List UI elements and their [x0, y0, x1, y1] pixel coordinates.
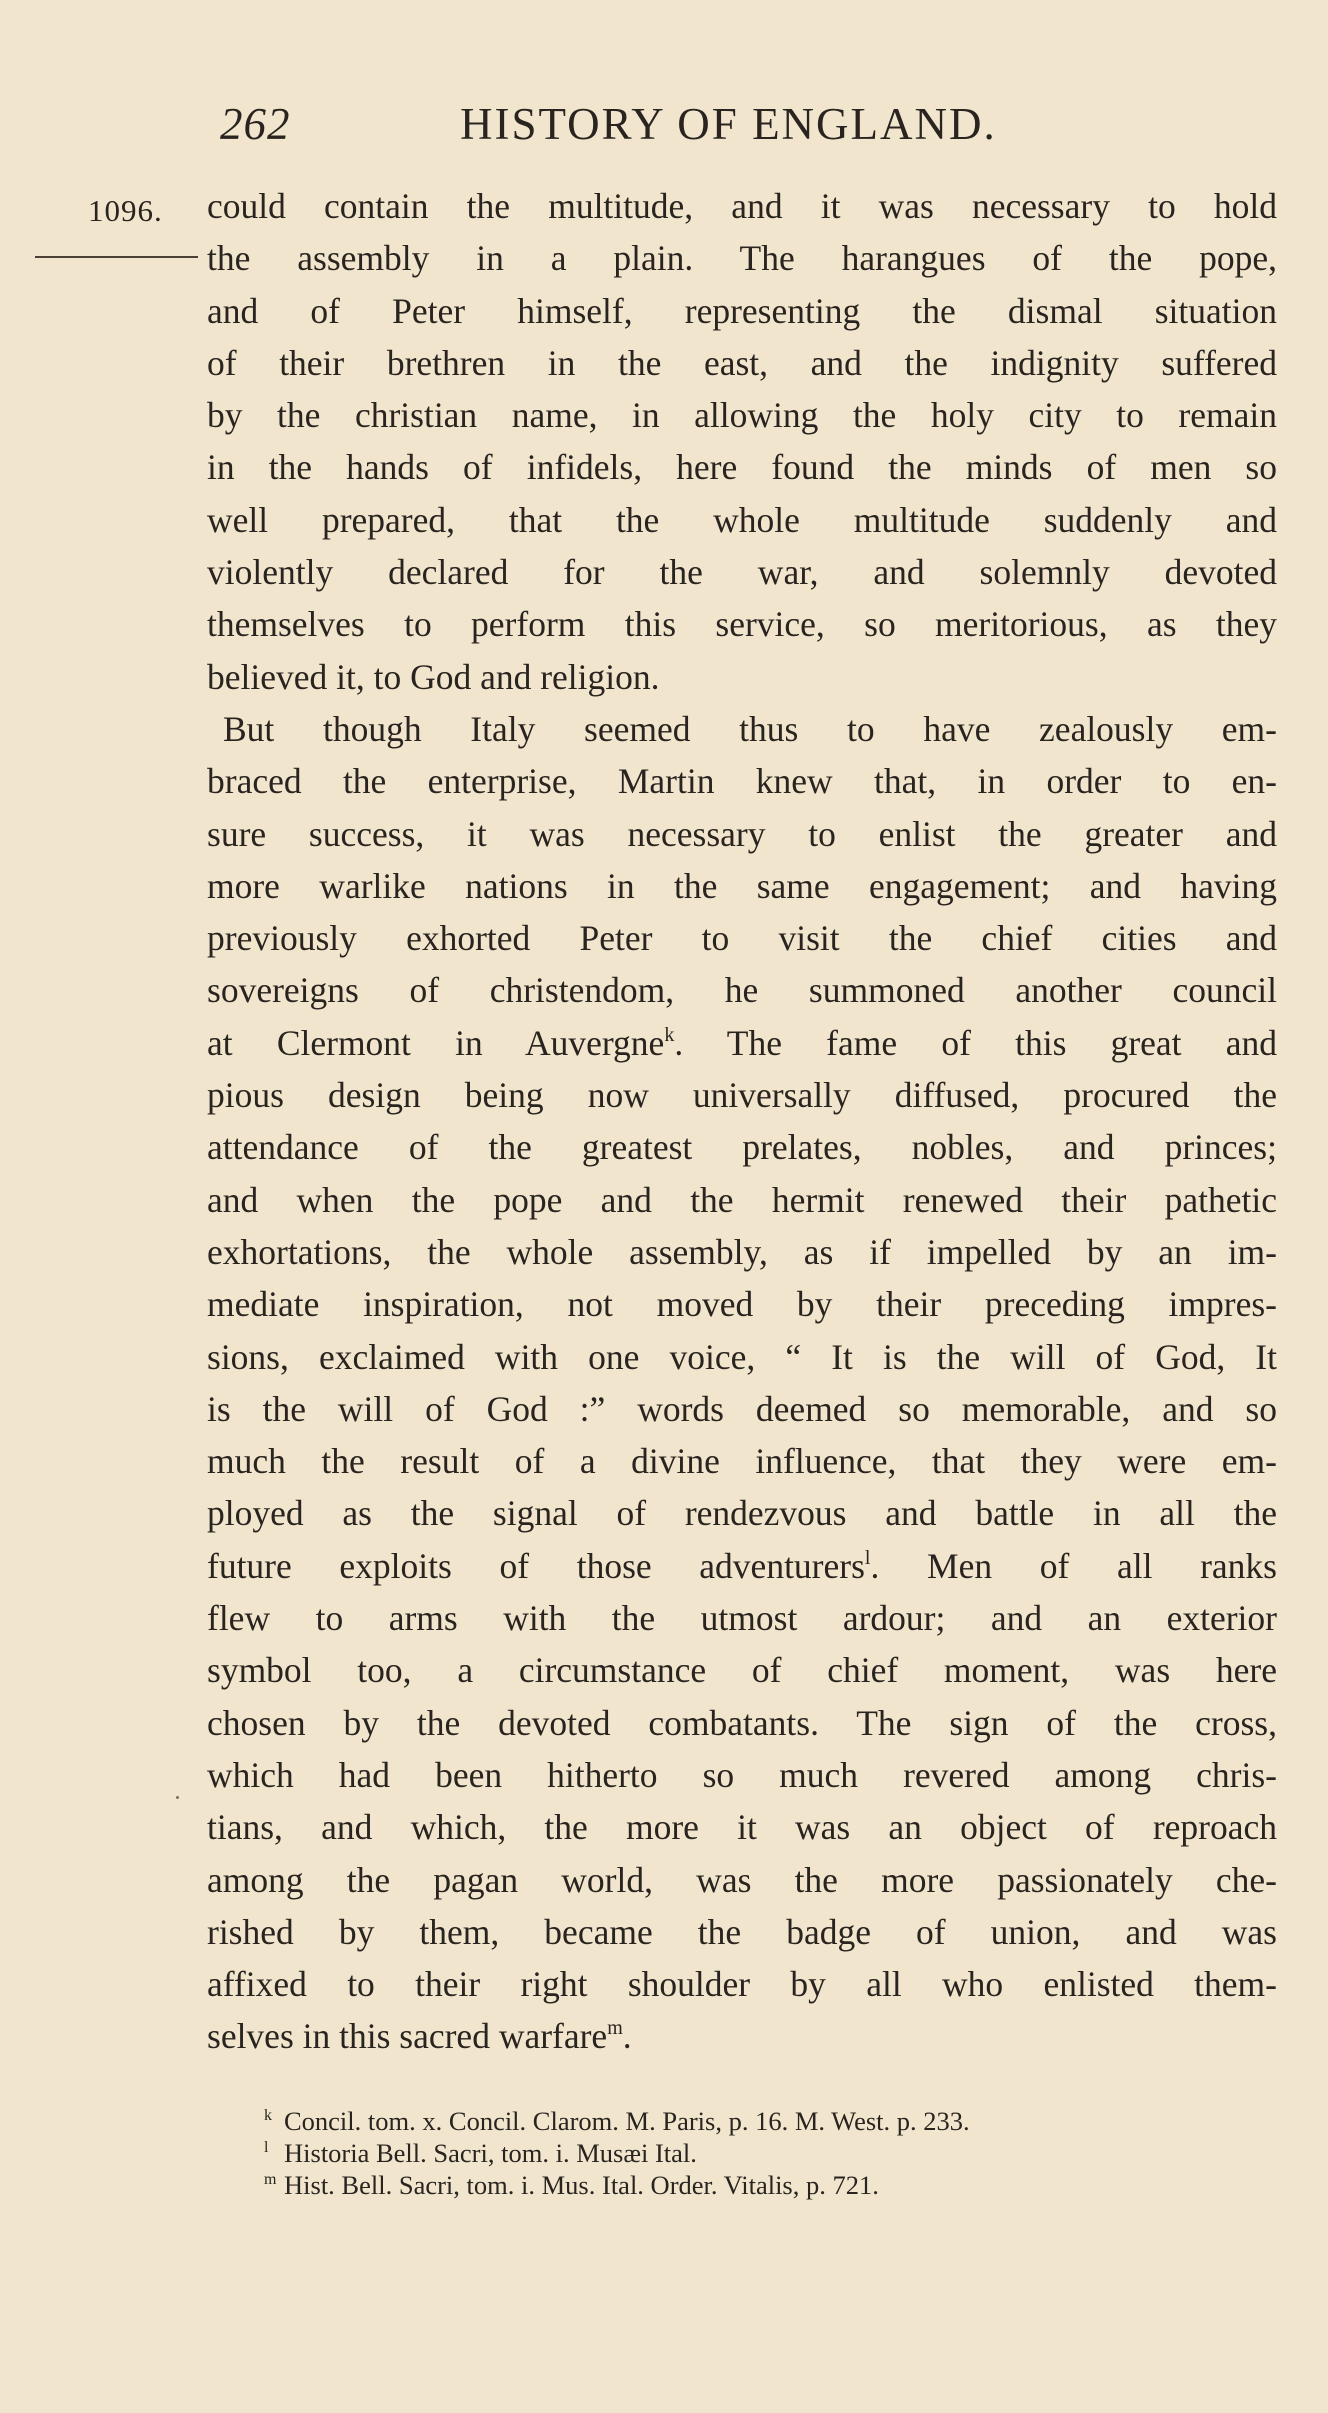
text-line: which had been hitherto so much revered among chris-: [207, 1754, 1277, 1795]
text-line: is the will of God :” words deemed so memorable, and so: [207, 1388, 1277, 1429]
text-line: violently declared for the war, and solemnly devoted: [207, 552, 1277, 593]
text-line: the assembly in a plain. The harangues of the pope,: [207, 238, 1277, 279]
text-line: [207, 1540, 1277, 1592]
footnote-m: [264, 2169, 1274, 2201]
footnote-text: Hist. Bell. Sacri, tom. i. Mus. Ital. Order. Vitalis, p. 721.: [284, 2170, 879, 2200]
margin-year: 1096.: [88, 193, 163, 228]
running-title: HISTORY OF ENGLAND.: [460, 99, 997, 149]
text-line: could contain the multitude, and it was necessary to hold: [207, 186, 1277, 226]
text-line: pious design being now universally diffused, procured the: [207, 1075, 1277, 1116]
text-line-tail: . Men of all ranks: [870, 1545, 1277, 1586]
margin-rule: [35, 256, 198, 258]
text-line: rished by them, became the badge of union, and was: [207, 1911, 1277, 1952]
text-line: [207, 2010, 1277, 2062]
text-line: in the hands of infidels, here found the minds of men so: [207, 447, 1277, 488]
text-line: tians, and which, the more it was an object of reproach: [207, 1807, 1277, 1848]
footnote-ref-k: k: [664, 1023, 675, 1046]
footnotes: [264, 2105, 1274, 2201]
text-line: more warlike nations in the same engagement; and having: [207, 865, 1277, 906]
paper-speck: [176, 1796, 179, 1799]
text-line-tail: .: [622, 2016, 632, 2057]
text-line: by the christian name, in allowing the holy city to remain: [207, 395, 1277, 436]
text-line: themselves to perform this service, so meritorious, as they: [207, 604, 1277, 645]
footnote-mark: m: [264, 2171, 277, 2188]
text-line: previously exhorted Peter to visit the chief cities and: [207, 918, 1277, 959]
footnote-ref-m: m: [607, 2017, 623, 2040]
text-line: and of Peter himself, representing the dismal situation: [207, 290, 1277, 331]
text-line: sure success, it was necessary to enlist the greater and: [207, 813, 1277, 854]
footnote-text: Concil. tom. x. Concil. Clarom. M. Paris, p. 16. M. West. p. 233.: [284, 2106, 970, 2136]
text-line-head: at Clermont in Auvergne: [207, 1022, 665, 1063]
text-line: But though Italy seemed thus to have zealously em-: [223, 708, 1277, 749]
text-line: symbol too, a circumstance of chief moment, was here: [207, 1650, 1277, 1691]
text-line: believed it, to God and religion.: [207, 656, 660, 697]
text-line: affixed to their right shoulder by all who enlisted them-: [207, 1964, 1277, 2005]
text-line: mediate inspiration, not moved by their preceding impres-: [207, 1284, 1277, 1325]
text-line: flew to arms with the utmost ardour; and an exterior: [207, 1598, 1277, 1639]
text-line: chosen by the devoted combatants. The sign of the cross,: [207, 1702, 1277, 1743]
footnote-text: Historia Bell. Sacri, tom. i. Musæi Ital.: [284, 2138, 697, 2168]
footnote-mark: l: [264, 2139, 269, 2156]
text-line: well prepared, that the whole multitude suddenly and: [207, 499, 1277, 540]
text-line: much the result of a divine influence, that they were em-: [207, 1441, 1277, 1482]
page-header: [207, 98, 1267, 158]
text-line: braced the enterprise, Martin knew that, in order to en-: [207, 761, 1277, 802]
text-line: of their brethren in the east, and the indignity suffered: [207, 342, 1277, 383]
text-line: [207, 1017, 1277, 1069]
footnote-l: [264, 2137, 1274, 2169]
text-line: and when the pope and the hermit renewed their pathetic: [207, 1179, 1277, 1220]
text-line-head: future exploits of those adventurers: [207, 1545, 865, 1586]
text-line: attendance of the greatest prelates, nobles, and princes;: [207, 1127, 1277, 1168]
footnote-mark: k: [264, 2107, 272, 2124]
text-line-head: selves in this sacred warfare: [207, 2016, 608, 2057]
text-line: sovereigns of christendom, he summoned another council: [207, 970, 1277, 1011]
text-line-tail: . The fame of this great and: [674, 1022, 1277, 1063]
footnote-ref-l: l: [864, 1546, 871, 1569]
text-line: exhortations, the whole assembly, as if impelled by an im-: [207, 1231, 1277, 1272]
text-line: ployed as the signal of rendezvous and battle in all the: [207, 1493, 1277, 1534]
text-line: among the pagan world, was the more passionately che-: [207, 1859, 1277, 1900]
page-number: 262: [220, 99, 291, 149]
text-line: sions, exclaimed with one voice, “ It is the will of God, It: [207, 1336, 1277, 1377]
body-text: [207, 180, 1277, 2063]
footnote-k: [264, 2105, 1274, 2137]
